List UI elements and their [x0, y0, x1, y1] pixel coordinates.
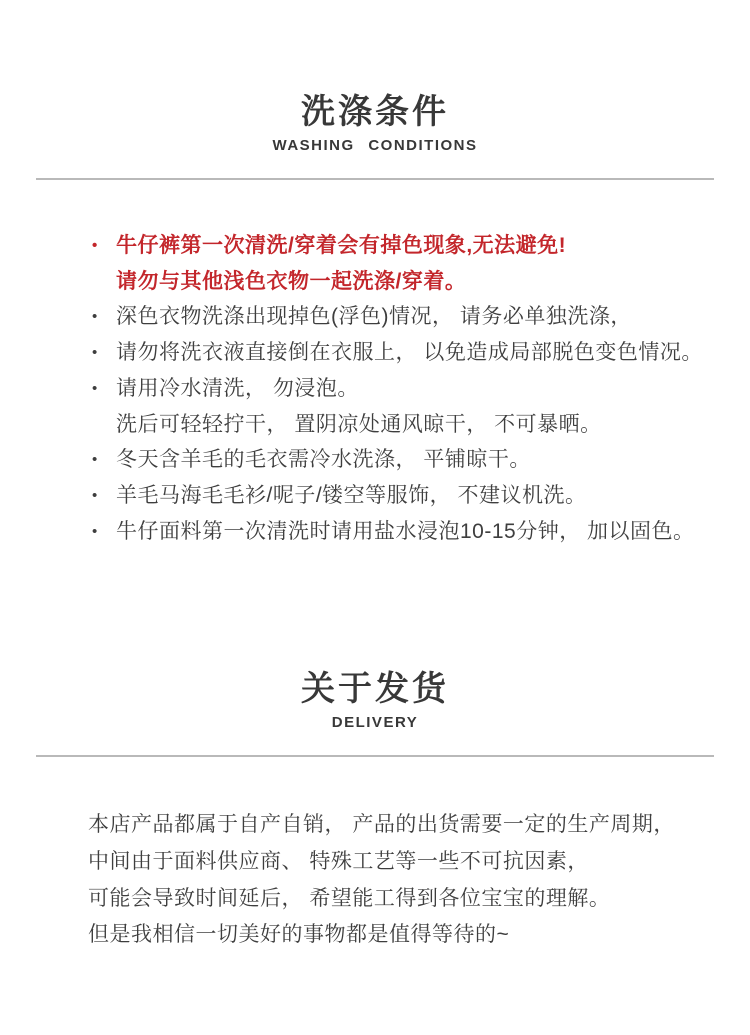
- delivery-paragraph-line: 但是我相信一切美好的事物都是值得等待的~: [88, 923, 510, 947]
- washing-note-item: [0, 228, 750, 264]
- note-text: 冬天含羊毛的毛衣需冷水洗涤， 平铺晾干。: [116, 448, 531, 472]
- bullet-icon: •: [92, 308, 98, 326]
- delivery-paragraph-line: 本店产品都属于自产自销， 产品的出货需要一定的生产周期，: [88, 813, 675, 837]
- bullet-icon: •: [92, 486, 98, 504]
- washing-note-item: [0, 264, 750, 300]
- washing-note-item: [0, 442, 750, 478]
- delivery-section-title: 关于发货: [301, 670, 449, 709]
- washing-section-title: 洗涤条件: [301, 93, 449, 131]
- washing-note-item: [0, 514, 750, 550]
- delivery-section-subtitle: DELIVERY: [331, 714, 419, 732]
- delivery-paragraph-line: 中间由于面料供应商、 特殊工艺等一些不可抗因素，: [88, 849, 589, 873]
- note-text: 牛仔面料第一次清洗时请用盐水浸泡10-15分钟， 加以固色。: [116, 519, 695, 543]
- washing-note-item: [0, 335, 750, 371]
- washing-note-item: [0, 407, 750, 443]
- bullet-icon: •: [92, 522, 98, 540]
- washing-note-item: [0, 299, 750, 335]
- washing-note-item: [0, 371, 750, 407]
- bullet-icon: •: [92, 237, 98, 254]
- bullet-icon: •: [92, 344, 98, 362]
- delivery-section: [0, 670, 750, 953]
- note-text: 请勿将洗衣液直接倒在衣服上， 以免造成局部脱色变色情况。: [116, 341, 703, 365]
- note-text: 羊毛马海毛毛衫/呢子/镂空等服饰， 不建议机洗。: [116, 483, 587, 507]
- note-text: 请用冷水清洗， 勿浸泡。: [116, 376, 359, 400]
- note-text: 深色衣物洗涤出现掉色(浮色)情况， 请务必单独洗涤，: [116, 305, 632, 329]
- section-divider: [36, 178, 714, 180]
- bullet-icon: •: [92, 451, 98, 469]
- bullet-icon: •: [92, 379, 98, 397]
- washing-section-subtitle: WASHING CONDITIONS: [272, 137, 478, 154]
- note-text: 牛仔裤第一次清洗/穿着会有掉色现象,无法避免!: [116, 234, 567, 257]
- section-divider: [36, 755, 714, 757]
- note-text: 洗后可轻轻拧干， 置阴凉处通风晾干， 不可暴晒。: [116, 412, 602, 436]
- delivery-paragraph-line: 可能会导致时间延后， 希望能工得到各位宝宝的理解。: [88, 886, 611, 910]
- washing-note-item: [0, 478, 750, 514]
- delivery-paragraph: [0, 807, 750, 953]
- note-text: 请勿与其他浅色衣物一起洗涤/穿着。: [116, 269, 467, 293]
- washing-notes-list: [0, 228, 750, 549]
